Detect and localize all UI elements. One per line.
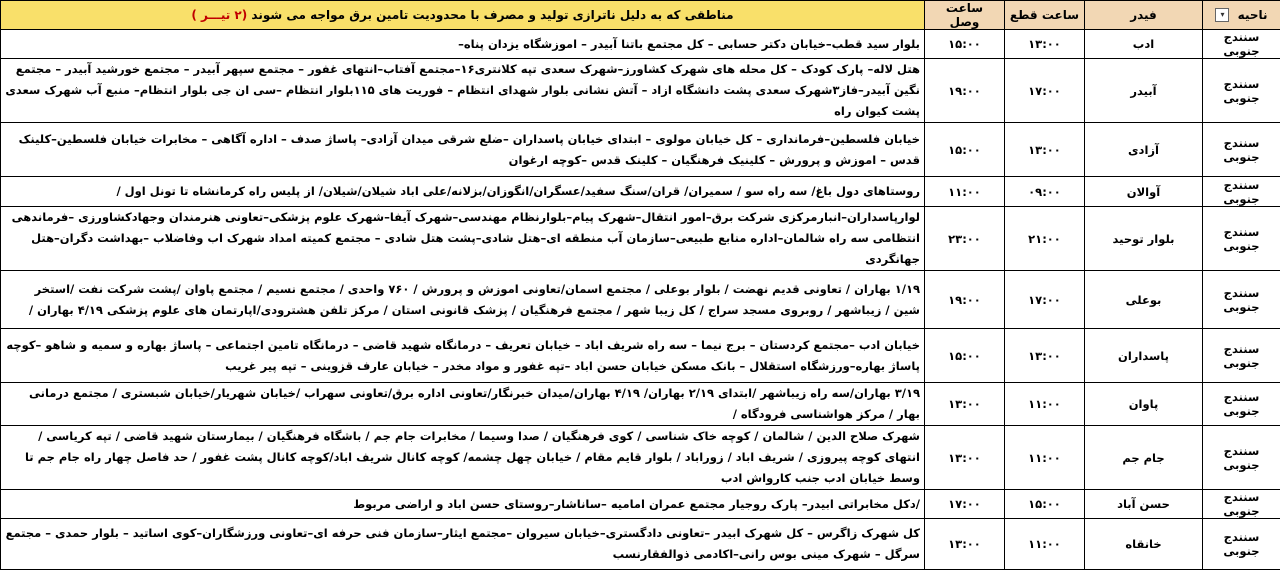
header-cut-time: ساعت قطع xyxy=(1005,1,1085,30)
header-date-highlight: (۲ تیـــر ) xyxy=(191,8,247,22)
region-cell[interactable]: سنندج جنوبی xyxy=(1203,271,1280,329)
cut-time-cell[interactable]: ۱۷:۰۰ xyxy=(1005,59,1085,123)
connect-time-cell[interactable]: ۱۵:۰۰ xyxy=(925,329,1005,383)
table-row xyxy=(1,490,1280,519)
header-affected-areas xyxy=(1,1,925,30)
region-cell[interactable]: سنندج جنوبی xyxy=(1203,30,1280,59)
connect-time-cell[interactable]: ۱۳:۰۰ xyxy=(925,383,1005,426)
table-row xyxy=(1,177,1280,207)
table-row xyxy=(1,383,1280,426)
table-body xyxy=(1,30,1280,570)
feeder-cell[interactable]: ادب xyxy=(1085,30,1203,59)
cut-time-cell[interactable]: ۱۱:۰۰ xyxy=(1005,383,1085,426)
areas-cell[interactable]: هتل لاله– پارک کودک – کل محله های شهرک کشاورز–شهرک سعدی تپه کلانتری۱۶–مجتمع آفتاب–انتهای غفور – مجتمع سپهر آبیدر – مجتمع خورشید آبیدر – مجتمع نگین آبیدر–فاز۳شهرک سعدی پشت دانشگاه ازاد – آتش نشانی بلوار شهدای انتظام – فوریت های ۱۱۵بلوار انتظام –سی ان جی بلوار انتظام– منبع آب شهرک سعدی پشت کیوان راه xyxy=(1,59,925,123)
table-row xyxy=(1,123,1280,177)
areas-cell[interactable]: ۳/۱۹ بهاران/سه راه زیباشهر /ابتدای ۲/۱۹ بهاران/ ۴/۱۹ بهاران/میدان خبرنگار/تعاونی اداره برق/تعاونی سهراب /خیابان شهریار/خیابان شبستری / مجتمع درمانی بهار / مرکز هواشناسی فرودگاه / xyxy=(1,383,925,426)
connect-time-cell[interactable]: ۱۱:۰۰ xyxy=(925,177,1005,207)
region-cell[interactable]: سنندج جنوبی xyxy=(1203,123,1280,177)
cut-time-cell[interactable]: ۱۳:۰۰ xyxy=(1005,123,1085,177)
region-header-label: ناحیه xyxy=(1238,8,1268,22)
cut-time-cell[interactable]: ۱۳:۰۰ xyxy=(1005,329,1085,383)
areas-cell[interactable]: شهرک صلاح الدین / شالمان / کوچه خاک شناسی / کوی فرهنگیان / صدا وسیما / مخابرات جام جم / باشگاه فرهنگیان / بیمارستان شهید قاضی / تپه کریاسی / انتهای کوچه پیروزی / شریف اباد / زوراباد / بلوار قایم مقام / خیابان چهل چشمه/ کوچه کانال شریف اباد/کوچه کانال پشت غفور / حد فاصل چهار راه جام جم تا وسط خیابان ادب جنب کارواش ادب xyxy=(1,426,925,490)
table-row xyxy=(1,30,1280,59)
cut-time-cell[interactable]: ۲۱:۰۰ xyxy=(1005,207,1085,271)
connect-time-cell[interactable]: ۱۳:۰۰ xyxy=(925,519,1005,570)
feeder-cell[interactable]: آزادی xyxy=(1085,123,1203,177)
region-cell[interactable]: سنندج جنوبی xyxy=(1203,59,1280,123)
connect-time-cell[interactable]: ۱۹:۰۰ xyxy=(925,59,1005,123)
region-cell[interactable]: سنندج جنوبی xyxy=(1203,383,1280,426)
feeder-cell[interactable]: بوعلی xyxy=(1085,271,1203,329)
region-cell[interactable]: سنندج جنوبی xyxy=(1203,426,1280,490)
header-areas-text: مناطقی که به دلیل ناترازی تولید و مصرف با محدودیت تامین برق مواجه می شوند xyxy=(247,8,733,22)
cut-time-cell[interactable]: ۱۵:۰۰ xyxy=(1005,490,1085,519)
filter-dropdown-icon[interactable]: ▾ xyxy=(1215,8,1229,22)
region-cell[interactable]: سنندج جنوبی xyxy=(1203,177,1280,207)
feeder-cell[interactable]: آبیدر xyxy=(1085,59,1203,123)
cut-time-cell[interactable]: ۱۷:۰۰ xyxy=(1005,271,1085,329)
areas-cell[interactable]: ۱/۱۹ بهاران / تعاونی قدیم نهضت / بلوار بوعلی / مجتمع اسمان/تعاونی اموزش و پرورش / ۷۶۰ واحدی / مجتمع نسیم / مجتمع پاوان /پشت شرکت نفت /استخر شین / زیباشهر / روبروی مسجد سراج / کل زیبا شهر / مجتمع فرهنگیان / پزشک قانونی استان / مرکز تلفن هشترودی/اپارتمان های علوم پزشکی ۴/۱۹ بهاران / xyxy=(1,271,925,329)
table-row xyxy=(1,519,1280,570)
feeder-cell[interactable]: خانقاه xyxy=(1085,519,1203,570)
feeder-cell[interactable]: پاوان xyxy=(1085,383,1203,426)
region-cell[interactable]: سنندج جنوبی xyxy=(1203,490,1280,519)
cut-time-cell[interactable]: ۱۱:۰۰ xyxy=(1005,426,1085,490)
connect-time-cell[interactable]: ۱۳:۰۰ xyxy=(925,426,1005,490)
areas-cell[interactable]: بلوار سید قطب–خیابان دکتر حسابی – کل مجتمع باتنا آبیدر – اموزشگاه یزدان پناه– xyxy=(1,30,925,59)
areas-cell[interactable]: کل شهرک زاگرس – کل شهرک ابیدر –تعاونی دادگستری–خیابان سیروان –مجتمع ایثار–سازمان فنی حرفه ای–تعاونی ورزشگاران–کوی اساتید – بلوار حمدی – مجتمع سرگل – شهرک مینی بوس رانی–اکادمی ذوالفقارنسب xyxy=(1,519,925,570)
table-row xyxy=(1,329,1280,383)
areas-cell[interactable]: روستاهای دول باغ/ سه راه سو / سمیران/ قران/سنگ سفید/عسگران/انگوزان/بزلانه/علی اباد شیلان/شیلان/ از پلیس راه کرمانشاه تا تونل اول / xyxy=(1,177,925,207)
areas-cell[interactable]: /دکل مخابراتی ابیدر– پارک روجیار مجتمع عمران امامیه –ساناشار–روستای حسن اباد و اراضی مربوط xyxy=(1,490,925,519)
feeder-cell[interactable]: پاسداران xyxy=(1085,329,1203,383)
feeder-cell[interactable]: بلوار توحید xyxy=(1085,207,1203,271)
connect-time-cell[interactable]: ۱۷:۰۰ xyxy=(925,490,1005,519)
table-row xyxy=(1,426,1280,490)
header-connect-time: ساعت وصل xyxy=(925,1,1005,30)
connect-time-cell[interactable]: ۲۳:۰۰ xyxy=(925,207,1005,271)
connect-time-cell[interactable]: ۱۹:۰۰ xyxy=(925,271,1005,329)
connect-time-cell[interactable]: ۱۵:۰۰ xyxy=(925,123,1005,177)
table-row xyxy=(1,271,1280,329)
header-region[interactable] xyxy=(1203,1,1280,30)
table-row xyxy=(1,207,1280,271)
feeder-cell[interactable]: جام جم xyxy=(1085,426,1203,490)
connect-time-cell[interactable]: ۱۵:۰۰ xyxy=(925,30,1005,59)
header-row xyxy=(1,1,1280,30)
region-cell[interactable]: سنندج جنوبی xyxy=(1203,207,1280,271)
cut-time-cell[interactable]: ۱۳:۰۰ xyxy=(1005,30,1085,59)
feeder-cell[interactable]: آوالان xyxy=(1085,177,1203,207)
areas-cell[interactable]: خیابان فلسطین–فرمانداری – کل خیابان مولوی – ابتدای خیابان پاسداران –ضلع شرقی میدان آزادی– پاساژ صدف – اداره آگاهی – مخابرات خیابان فلسطین–کلینک قدس – اموزش و پرورش – کلینیک فرهنگیان – کلینک قدس –کوچه ارغوان xyxy=(1,123,925,177)
table-row xyxy=(1,59,1280,123)
cut-time-cell[interactable]: ۰۹:۰۰ xyxy=(1005,177,1085,207)
header-feeder: فیدر xyxy=(1085,1,1203,30)
region-cell[interactable]: سنندج جنوبی xyxy=(1203,519,1280,570)
region-cell[interactable]: سنندج جنوبی xyxy=(1203,329,1280,383)
feeder-cell[interactable]: حسن آباد xyxy=(1085,490,1203,519)
areas-cell[interactable]: لوارپاسداران–انبارمرکزی شرکت برق–امور انتقال–شهرک پیام–بلوارنظام مهندسی–شهرک آیفا–شهرک علوم پزشکی–تعاونی هنرمندان وجهادکشاورزی –فرماندهی انتظامی سه راه شالمان–اداره منابع طبیعی–سازمان آب منطقه ای–هتل شادی–پشت هتل شادی – مجتمع کمیته امداد شهرک اب وفاضلاب –بهداشت دگران–هتل جهانگردی xyxy=(1,207,925,271)
areas-cell[interactable]: خیابان ادب –مجتمع کردستان – برج نیما – سه راه شریف اباد – خیابان تعریف – درمانگاه شهید قاضی – درمانگاه تامین اجتماعی – پاساژ بهاره و سمیه و شاهو –کوچه پاساژ بهاره–ورزشگاه استقلال – بانک مسکن خیابان حسن اباد –تپه غفور و مواد مخدر – خیابان عارف قزوینی – تپه پیر غریب xyxy=(1,329,925,383)
cut-time-cell[interactable]: ۱۱:۰۰ xyxy=(1005,519,1085,570)
